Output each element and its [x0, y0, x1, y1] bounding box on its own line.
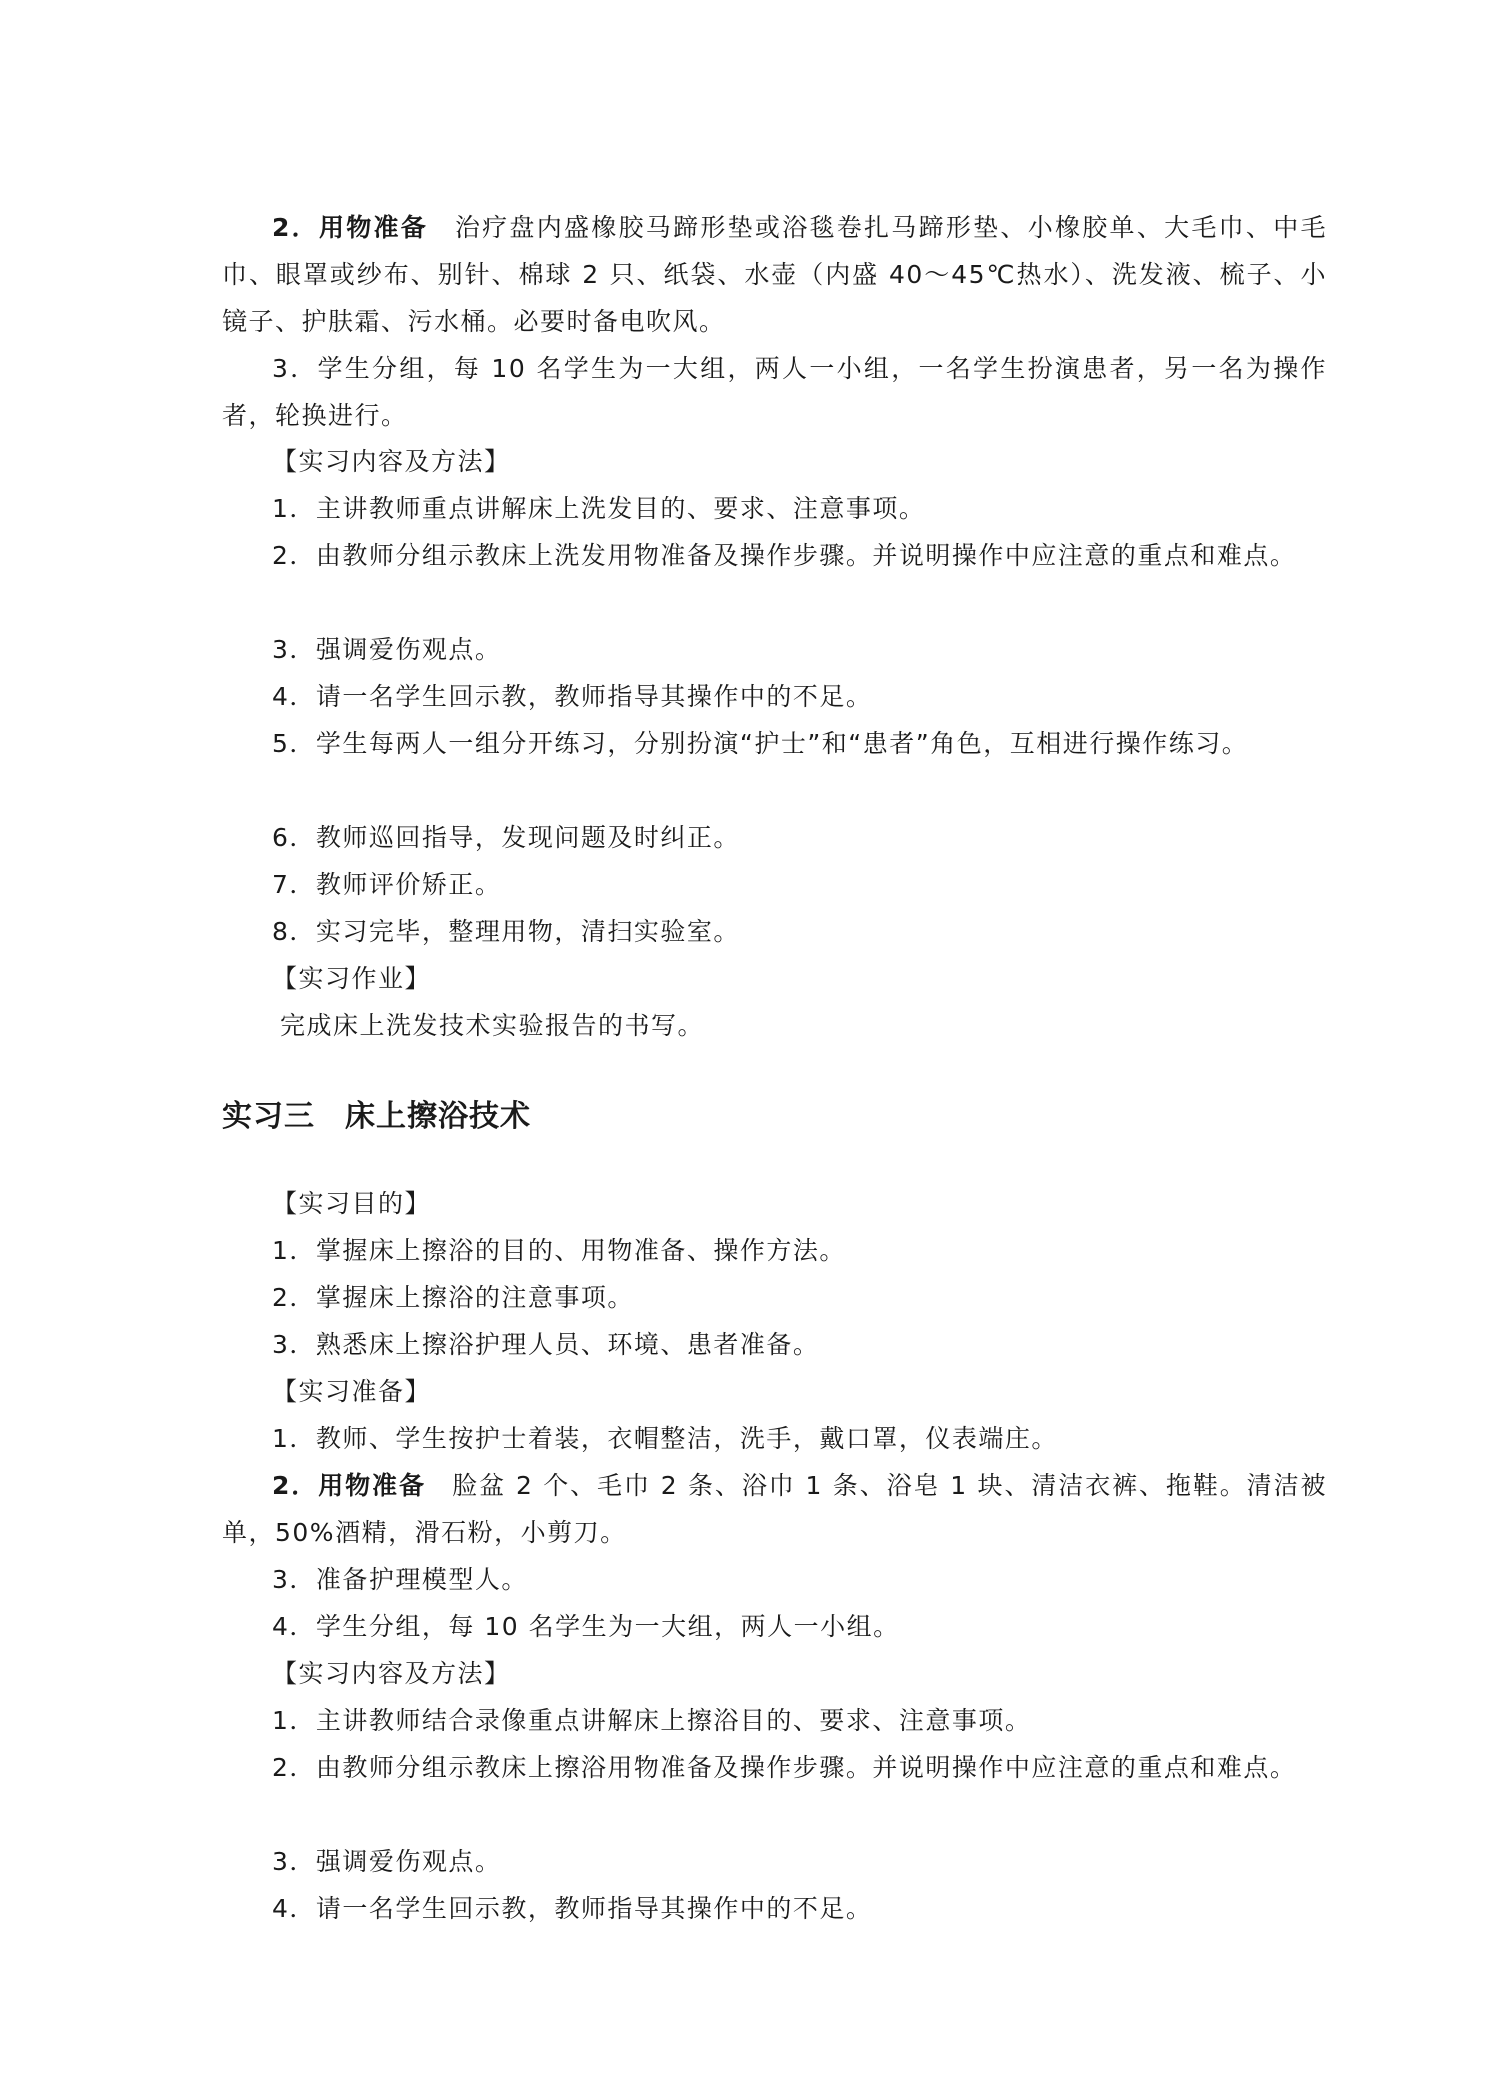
- method-item-3: 3．强调爱伤观点。: [272, 1847, 502, 1876]
- purpose-item-1: 1．掌握床上擦浴的目的、用物准备、操作方法。: [272, 1236, 846, 1265]
- section-preparation: 【实习准备】: [272, 1377, 432, 1406]
- content-item-5: 5．学生每两人一组分开练习，分别扮演“护士”和“患者”角色，互相进行操作练习。: [272, 729, 1249, 758]
- method-item-1: 1．主讲教师结合录像重点讲解床上擦浴目的、要求、注意事项。: [272, 1706, 1032, 1735]
- prep-supplies-label: 2．用物准备: [272, 1471, 426, 1500]
- section-purpose: 【实习目的】: [272, 1189, 432, 1218]
- content-item-4: 4．请一名学生回示教，教师指导其操作中的不足。: [272, 682, 873, 711]
- paragraph-grouping: 3．学生分组，每 10 名学生为一大组，两人一小组，一名学生扮演患者，另一名为操作者，轮换进行。: [222, 354, 1327, 430]
- heading-title: 床上擦浴技术: [345, 1099, 531, 1134]
- purpose-item-3: 3．熟悉床上擦浴护理人员、环境、患者准备。: [272, 1330, 820, 1359]
- content-item-6: 6．教师巡回指导，发现问题及时纠正。: [272, 823, 740, 852]
- heading-number: 实习三: [222, 1099, 315, 1134]
- section-content-methods-2: 【实习内容及方法】: [272, 1659, 511, 1688]
- purpose-item-2: 2．掌握床上擦浴的注意事项。: [272, 1283, 634, 1312]
- content-item-1: 1．主讲教师重点讲解床上洗发目的、要求、注意事项。: [272, 494, 926, 523]
- content-item-7: 7．教师评价矫正。: [272, 870, 502, 899]
- method-item-4: 4．请一名学生回示教，教师指导其操作中的不足。: [272, 1894, 873, 1923]
- prep-item-2: [222, 1462, 1327, 1556]
- prep-item-3: 3．准备护理模型人。: [272, 1565, 528, 1594]
- prep-item-4: 4．学生分组，每 10 名学生为一大组，两人一小组。: [272, 1612, 900, 1641]
- homework-text: 完成床上洗发技术实验报告的书写。: [280, 1011, 705, 1040]
- section-heading: [222, 1092, 1327, 1142]
- content-item-8: 8．实习完毕，整理用物，清扫实验室。: [272, 917, 740, 946]
- prep-item-1: 1．教师、学生按护士着装，衣帽整洁，洗手，戴口罩，仪表端庄。: [272, 1424, 1058, 1453]
- content-item-3: 3．强调爱伤观点。: [272, 635, 502, 664]
- prep-supplies-text: 脸盆 2 个、毛巾 2 条、浴巾 1 条、浴皂 1 块、清洁衣裤、拖鞋。清洁被单，50%酒精，滑石粉，小剪刀。: [222, 1471, 1327, 1547]
- section-content-methods: 【实习内容及方法】: [272, 447, 511, 476]
- method-item-2: 2．由教师分组示教床上擦浴用物准备及操作步骤。并说明操作中应注意的重点和难点。: [272, 1753, 1297, 1782]
- supplies-text: 治疗盘内盛橡胶马蹄形垫或浴毯卷扎马蹄形垫、小橡胶单、大毛巾、中毛巾、眼罩或纱布、别针、棉球 2 只、纸袋、水壶（内盛 40～45℃热水）、洗发液、梳子、小镜子、护肤霜、污水桶。必要时备电吹风。: [222, 213, 1327, 336]
- paragraph-supplies: [222, 204, 1327, 345]
- supplies-label: 2．用物准备: [272, 213, 429, 242]
- content-item-2: 2．由教师分组示教床上洗发用物准备及操作步骤。并说明操作中应注意的重点和难点。: [272, 541, 1297, 570]
- section-homework: 【实习作业】: [272, 964, 432, 993]
